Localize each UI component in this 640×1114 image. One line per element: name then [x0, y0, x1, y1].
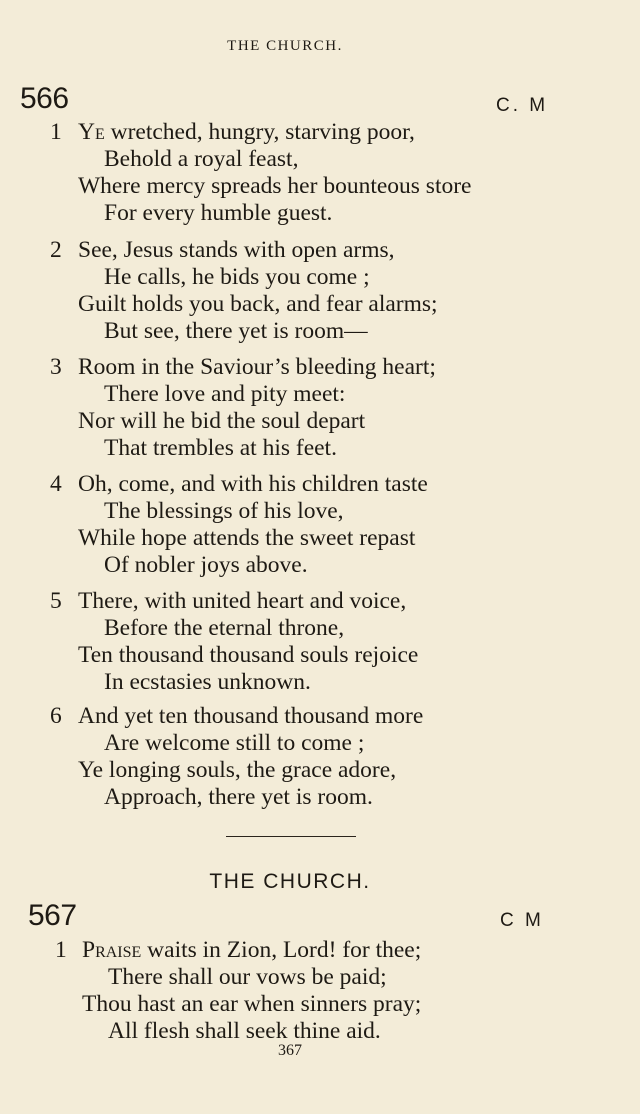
verse-line: For every humble guest.: [104, 200, 333, 226]
verse-number: 6: [50, 703, 62, 729]
verse-line: Nor will he bid the soul depart: [78, 408, 366, 434]
verse-line: See, Jesus stands with open arms,: [78, 237, 395, 263]
verse-first-word: Ye: [78, 119, 105, 145]
verse-line: There love and pity meet:: [104, 381, 346, 407]
verse-number: 1: [55, 937, 67, 963]
verse-number: 5: [50, 588, 62, 614]
verse-line: But see, there yet is room—: [104, 318, 368, 344]
verse-line: Before the eternal throne,: [104, 615, 345, 641]
verse-line: Thou hast an ear when sinners pray;: [82, 991, 422, 1017]
verse-line: All flesh shall seek thine aid.: [108, 1018, 381, 1044]
verse-line: Of nobler joys above.: [104, 552, 308, 578]
verse-line: Guilt holds you back, and fear alarms;: [78, 291, 438, 317]
verse-line: In ecstasies unknown.: [104, 669, 311, 695]
verse-line: And yet ten thousand thousand more: [78, 703, 424, 729]
verse-number: 2: [50, 237, 62, 263]
verse-line: Room in the Saviour’s bleeding heart;: [78, 354, 436, 380]
verse-line: While hope attends the sweet repast: [78, 525, 416, 551]
verse-number: 3: [50, 354, 62, 380]
running-head: THE CHURCH.: [227, 38, 343, 54]
verse-line: [82, 937, 421, 964]
hymn-meter: C. M: [496, 95, 549, 116]
hymn-number: 566: [20, 82, 69, 115]
section-divider: [226, 836, 356, 837]
page-number: 367: [278, 1042, 302, 1059]
verse-line: Oh, come, and with his children taste: [78, 471, 428, 497]
verse-line: Behold a royal feast,: [104, 146, 299, 172]
hymn-meter: C M: [500, 910, 544, 931]
verse-line: There shall our vows be paid;: [108, 964, 387, 990]
verse-line: The blessings of his love,: [104, 498, 344, 524]
verse-line: Ten thousand thousand souls rejoice: [78, 642, 419, 668]
verse-first-word: Praise: [82, 937, 142, 963]
verse-line: Are welcome still to come ;: [104, 730, 365, 756]
verse-line: Ye longing souls, the grace adore,: [78, 757, 397, 783]
verse-number: 1: [50, 119, 62, 145]
verse-line: Where mercy spreads her bounteous store: [78, 173, 472, 199]
verse-line: There, with united heart and voice,: [78, 588, 407, 614]
verse-number: 4: [50, 471, 62, 497]
section-title: THE CHURCH.: [209, 870, 371, 893]
verse-line: He calls, he bids you come ;: [104, 264, 370, 290]
verse-line: That trembles at his feet.: [104, 435, 337, 461]
hymn-number: 567: [28, 899, 77, 932]
verse-line-rest: wretched, hungry, starving poor,: [104, 119, 415, 145]
verse-line: [78, 119, 415, 146]
verse-line-rest: waits in Zion, Lord! for thee;: [141, 937, 422, 963]
verse-line: Approach, there yet is room.: [104, 784, 373, 810]
